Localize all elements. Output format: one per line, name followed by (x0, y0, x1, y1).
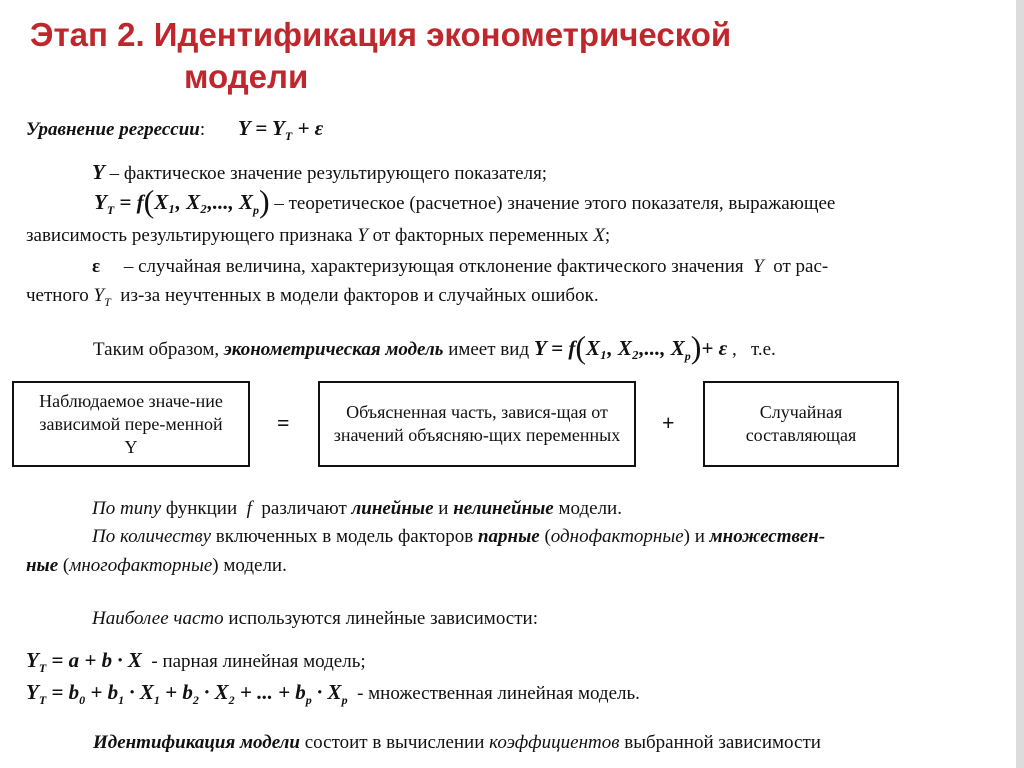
types-by-type-label: По типу (92, 498, 162, 519)
model-tail: , т.е. (727, 339, 776, 360)
regression-label: Уравнение регрессии (26, 119, 200, 140)
types-f: f (246, 498, 252, 519)
def-yt-text: – теоретическое (расчетное) значение этого показателя, выражающее (269, 193, 836, 214)
def-yt (94, 183, 836, 219)
regression-formula (237, 116, 324, 144)
regression-formula-main: Y = Y (237, 116, 285, 140)
model-formula-end: + ε (701, 336, 728, 360)
regression-formula-sub: T (284, 129, 293, 144)
def-eps-end: от рас- (763, 256, 829, 277)
def-eps-text: – случайная величина, характеризующая отклонение фактического значения (100, 256, 754, 277)
types-by-type-mid: функции (161, 498, 247, 519)
eq2-s2b: 2 (228, 693, 235, 708)
eq2-s2: 2 (192, 693, 199, 708)
eq1-text: - парная линейная модель; (141, 651, 366, 672)
types-by-type-mid2: различают (251, 498, 352, 519)
def-eps-symbol: ε (92, 256, 101, 277)
eq1-rhs: = a + b · X (46, 648, 142, 672)
ident-end: выбранной зависимости (619, 732, 821, 753)
ident-term: Идентификация модели (93, 732, 300, 753)
eq2-s1b: 1 (153, 693, 160, 708)
def-eps-cont-text: четного (26, 285, 94, 306)
types-models: модели. (553, 498, 622, 519)
def-yt-cont-mid: от факторных переменных (367, 225, 594, 246)
types-multi-paren-close: ) модели. (212, 555, 287, 576)
def-eps-continuation (26, 285, 599, 310)
eq2-text: - множественная линейная модель. (347, 683, 640, 704)
def-yt-symbol: Y (94, 190, 107, 214)
eq2-s0: 0 (79, 693, 86, 708)
def-yt-args-sub: p (252, 203, 259, 218)
model-formula-start: Y = f (533, 336, 576, 360)
eq2-p6: + ... + b (234, 680, 306, 704)
title-line-1: Этап 2. Идентификация эконометрической (30, 16, 732, 53)
eq2-p3: · X (124, 680, 154, 704)
eq1-lhs: Y (26, 648, 39, 672)
types-by-count-continuation (26, 555, 287, 577)
slide-border (1016, 0, 1024, 768)
def-y-symbol: Y (92, 160, 105, 184)
paren-close: ) (258, 183, 270, 219)
identification-line (93, 732, 821, 754)
types-by-count (92, 526, 825, 548)
model-paren-close: ) (690, 329, 702, 365)
types-pair-paren-open: ( (539, 526, 551, 547)
types-by-function (92, 498, 622, 520)
eq2-p7: · X (311, 680, 342, 704)
model-term: эконометрическая модель (223, 339, 444, 360)
def-yt-formula (94, 183, 270, 219)
types-multi: множествен- (709, 526, 826, 547)
box-explained-text: Объясненная часть, завися-щая от значений объясняю-щих переменных (333, 402, 621, 445)
def-yt-cont-x: X (593, 225, 605, 246)
types-and: и (433, 498, 454, 519)
box-observed-text: Наблюдаемое значе-ние зависимой пере-менной Y (39, 390, 223, 457)
def-eps-cont-y: Y (93, 285, 105, 306)
eq2-lhs: Y (26, 680, 39, 704)
model-formula-args: X₁, X₂,..., X (586, 336, 685, 360)
equation-pair (26, 648, 366, 676)
eq1-lhs-sub: T (38, 661, 47, 676)
def-yt-sub: T (106, 203, 115, 218)
ident-mid: состоит в вычислении (300, 732, 490, 753)
slide-title (30, 14, 930, 98)
def-yt-cont-text: зависимость результирующего признака (26, 225, 358, 246)
ident-coef: коэффициентов (489, 732, 620, 753)
eq2-p1: = b (46, 680, 80, 704)
box-observed (12, 381, 250, 467)
eq2-p2: + b (85, 680, 119, 704)
eq2-formula (26, 680, 348, 708)
types-multi-cont: ные (26, 555, 59, 576)
title-line-2: модели (184, 58, 309, 95)
regression-colon: : (199, 119, 206, 140)
def-y-text: – фактическое значение результирующего показателя; (104, 163, 548, 184)
types-by-count-label: По количеству (92, 526, 212, 547)
model-lead: Таким образом, (93, 339, 224, 360)
box-random (703, 381, 899, 467)
plus-sign: + (662, 410, 675, 435)
def-eps (92, 256, 828, 278)
eq1-formula (26, 648, 142, 676)
types-pair: парные (477, 526, 540, 547)
eq2-p5: · X (198, 680, 229, 704)
eq2-spb: p (341, 693, 348, 708)
model-mid: имеет вид (443, 339, 534, 360)
box-random-text: Случайная составляющая (745, 402, 857, 445)
equals-sign: = (277, 410, 290, 435)
types-pair-alt: однофакторные (550, 526, 684, 547)
eq2-p4: + b (159, 680, 193, 704)
types-multi-paren-open: ( (58, 555, 70, 576)
def-yt-cont-end: ; (604, 225, 611, 246)
box-explained (318, 381, 636, 467)
model-line (93, 329, 776, 365)
eq2-lhs-sub: T (38, 693, 47, 708)
common-italic: Наиболее часто (92, 608, 224, 629)
common-line (92, 608, 538, 630)
types-multi-alt: многофакторные (69, 555, 213, 576)
regression-line (26, 116, 323, 144)
def-yt-eq: = f (114, 190, 144, 214)
regression-formula-end: + ε (292, 116, 324, 140)
def-yt-args: X₁, X₂,..., X (154, 190, 253, 214)
common-rest: используются линейные зависимости: (223, 608, 538, 629)
def-yt-cont-y: Y (357, 225, 368, 246)
equation-multiple (26, 680, 640, 708)
model-formula-sub: p (684, 349, 691, 364)
def-eps-y: Y (753, 256, 764, 277)
def-eps-cont-sub: T (104, 294, 111, 309)
def-yt-continuation (26, 225, 610, 247)
types-nonlinear: нелинейные (453, 498, 554, 519)
types-by-count-mid: включенных в модель факторов (211, 526, 478, 547)
eq2-s1: 1 (118, 693, 125, 708)
paren-open: ( (143, 183, 155, 219)
def-y (92, 160, 547, 185)
types-linear: линейные (351, 498, 434, 519)
def-eps-cont-end: из-за неучтенных в модели факторов и случайных ошибок. (110, 285, 599, 306)
eq2-sp: p (305, 693, 312, 708)
types-pair-paren-close: ) и (683, 526, 710, 547)
model-paren-open: ( (575, 329, 587, 365)
model-formula (533, 329, 728, 365)
